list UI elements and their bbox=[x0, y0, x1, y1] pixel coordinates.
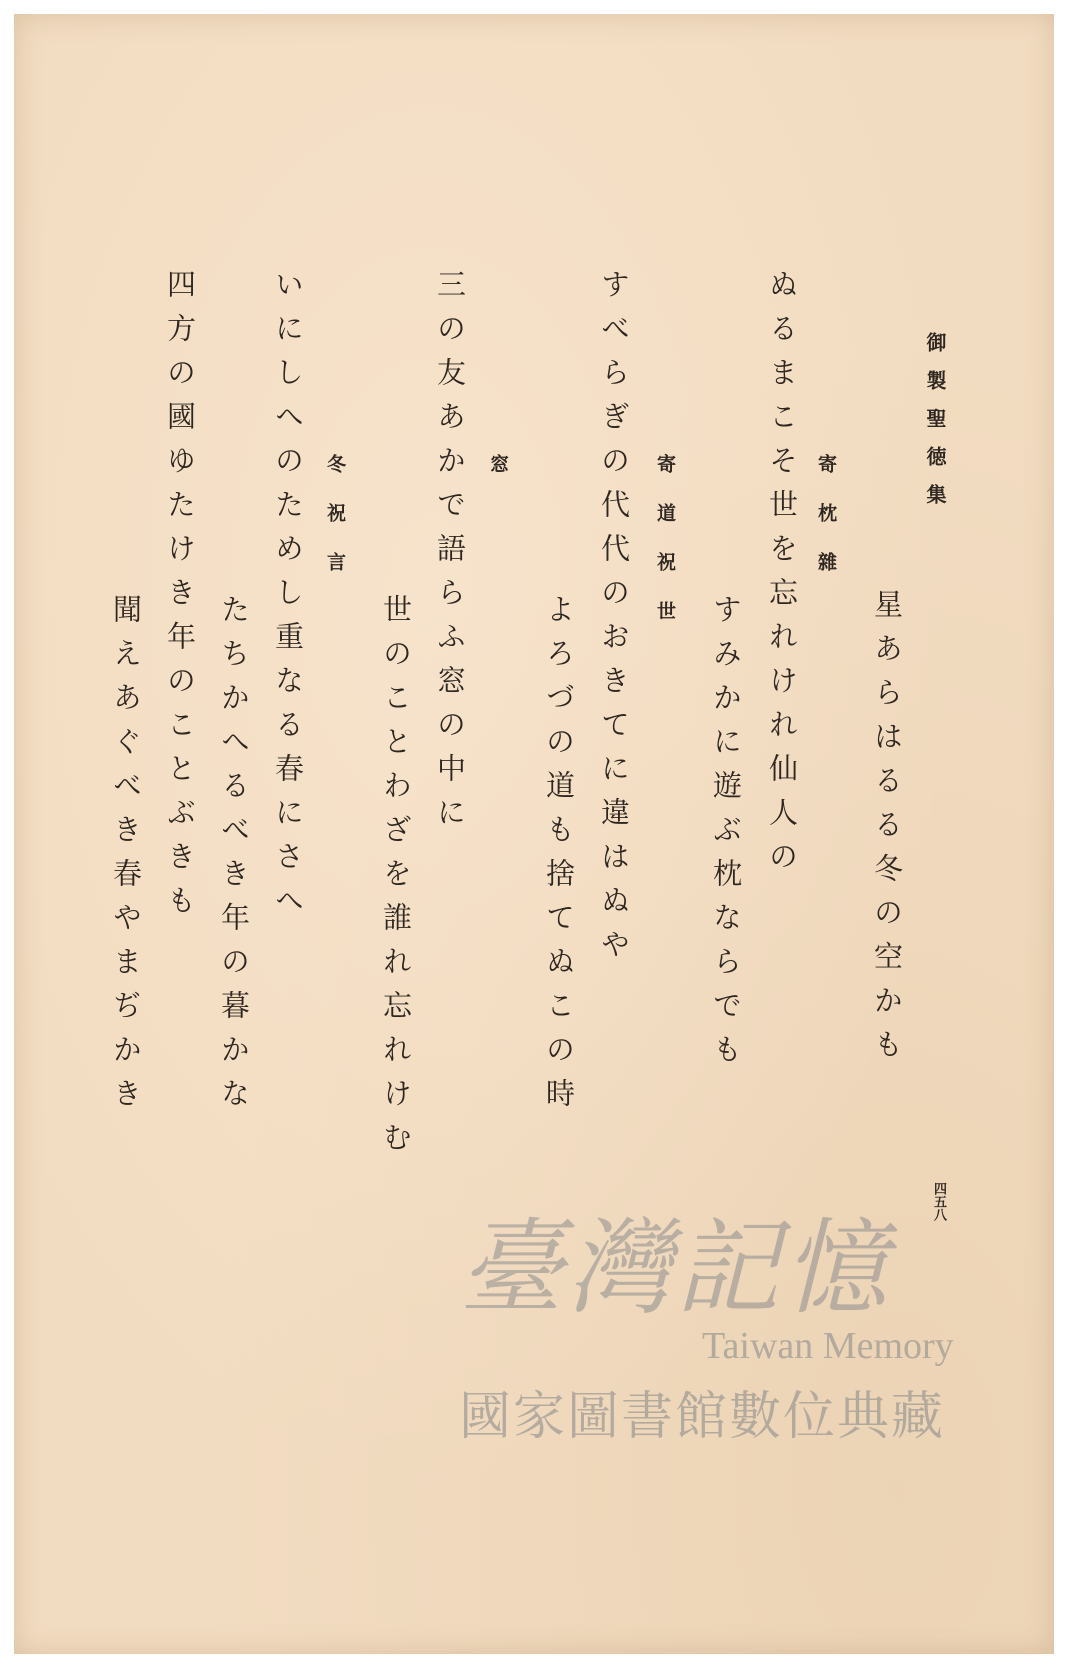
poem-line: たちかへるべき年の暮かな bbox=[217, 594, 251, 1122]
poem-line: よろづの道も捨てぬこの時 bbox=[542, 594, 576, 1122]
poem-title: 寄道祝世 bbox=[654, 454, 676, 650]
poem-title: 寄枕雜 bbox=[815, 454, 837, 601]
poem-line: 三の友あかで語らふ窓の中に bbox=[433, 269, 467, 841]
watermark-title: 臺灣記憶 bbox=[459, 1207, 892, 1329]
poem-line: 聞えあぐべき春やまぢかき bbox=[109, 594, 143, 1122]
page-number: 四五八 bbox=[931, 1182, 946, 1221]
poem-line: すみかに遊ぶ枕ならでも bbox=[709, 594, 743, 1078]
poem-line: ぬるまこそ世を忘れけれ仙人の bbox=[765, 269, 799, 885]
poem-line: 星あらはるる冬の空かも bbox=[870, 589, 904, 1073]
poem-line: すべらぎの代代のおきてに違はぬや bbox=[597, 269, 631, 973]
watermark-logo bbox=[459, 1184, 979, 1447]
running-header: 御製聖徳集 bbox=[923, 332, 947, 522]
book-page bbox=[14, 14, 1054, 1654]
poem-line: 世のことわざを誰れ忘れけむ bbox=[379, 594, 413, 1166]
watermark-english: Taiwan Memory bbox=[702, 1325, 954, 1367]
poem-title: 窓 bbox=[487, 454, 509, 503]
watermark-subtitle: 國家圖書館數位典藏 bbox=[459, 1387, 946, 1447]
bleed-through-text bbox=[874, 269, 911, 311]
poem-title: 冬祝言 bbox=[324, 454, 346, 601]
poem-line: いにしへのためし重なる春にさへ bbox=[271, 269, 305, 929]
poem-line: 四方の國ゆたけき年のことぶきも bbox=[163, 269, 197, 929]
